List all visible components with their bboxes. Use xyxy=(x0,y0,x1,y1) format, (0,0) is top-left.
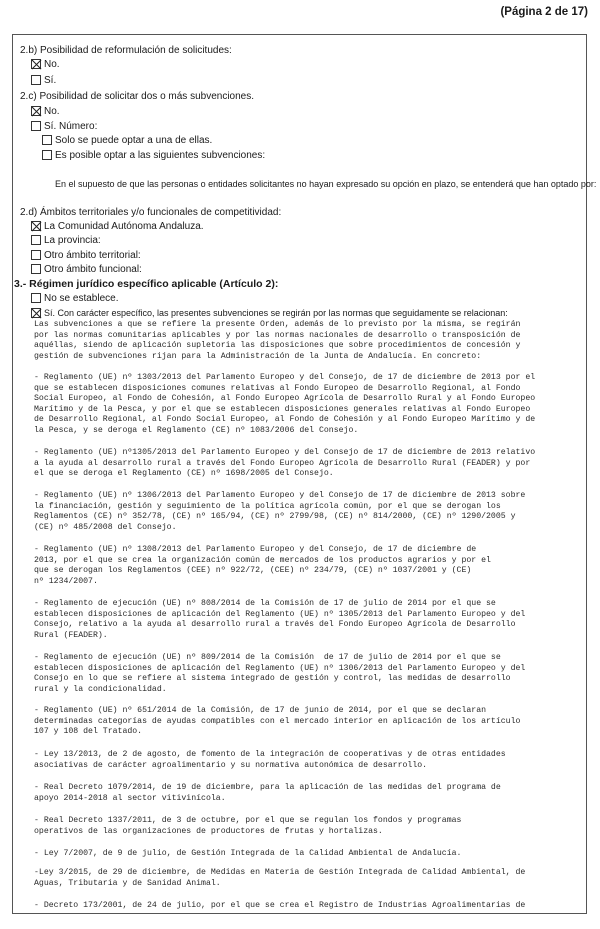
option-2d-funcional[interactable] xyxy=(31,264,142,276)
suboption-2c-una[interactable] xyxy=(42,135,212,147)
legal-text-item: - Ley 13/2013, de 2 de agosto, de fomento de la integración de cooperativas y de otras entidades asociativas de carácter agroalimentario y su normativa autonómica de desarrollo. xyxy=(34,750,506,770)
checkbox-icon[interactable] xyxy=(31,293,41,303)
legal-text-item: - Ley 7/2007, de 9 de julio, de Gestión Integrada de la Calidad Ambiental de Andalucía. xyxy=(34,849,462,858)
checkbox-icon[interactable] xyxy=(31,264,41,274)
option-2c-si[interactable] xyxy=(31,121,97,133)
legal-text-item: - Reglamento de ejecución (UE) nº 809/2014 de la Comisión de 17 de julio de 2014 por el que se establecen disposiciones de aplicación del Reglamento (UE) nº 1306/2013 del Parlamento Europeo y del Consejo en lo que se refiere al sistema integrado de gestión y control, las medidas de desarrollo rural y la condicionalidad. xyxy=(34,653,526,694)
option-label: Sí. Número: xyxy=(44,121,98,132)
checkbox-checked-icon[interactable] xyxy=(31,106,41,116)
checkbox-icon[interactable] xyxy=(31,121,41,131)
suboption-2c-varias[interactable] xyxy=(42,150,265,162)
checkbox-icon[interactable] xyxy=(31,75,41,85)
option-2d-territorial[interactable] xyxy=(31,250,141,262)
checkbox-checked-icon[interactable] xyxy=(31,221,41,231)
page-number: (Página 2 de 17) xyxy=(500,6,588,18)
option-label: La Comunidad Autónoma Andaluza. xyxy=(44,221,204,232)
section-2b-title: 2.b) Posibilidad de reformulación de solicitudes: xyxy=(20,45,232,56)
section-2d-title: 2.d) Ámbitos territoriales y/o funcionales de competitividad: xyxy=(20,207,282,218)
option-label: Sí. Con carácter específico, las presentes subvenciones se regirán por las normas que seguidamente se relacionan: xyxy=(44,308,508,318)
section-3-title: 3.- Régimen jurídico específico aplicable (Artículo 2): xyxy=(14,278,279,290)
legal-text-item: - Reglamento (UE) nº 651/2014 de la Comisión, de 17 de junio de 2014, por el que se declaran determinadas categorías de ayudas compatibles con el mercado interior en aplicación de los artículo 107 y 108 del Tratado. xyxy=(34,706,521,737)
checkbox-checked-icon[interactable] xyxy=(31,308,41,318)
legal-text-item: - Decreto 173/2001, de 24 de julio, por el que se crea el Registro de Industrias Agroalimentarias de xyxy=(34,901,526,910)
option-label: Es posible optar a las siguientes subvenciones: xyxy=(55,150,266,161)
option-2c-no[interactable] xyxy=(31,106,60,118)
option-label: La provincia: xyxy=(44,235,101,246)
option-label: No. xyxy=(44,59,60,70)
option-3-no[interactable] xyxy=(31,293,119,305)
legal-text-item: - Real Decreto 1079/2014, de 19 de diciembre, para la aplicación de las medidas del programa de apoyo 2014-2018 al sector vitivinícola. xyxy=(34,783,501,803)
legal-text-item: - Reglamento (UE) nº 1308/2013 del Parlamento Europeo y del Consejo, de 17 de diciembre de 2013, por el que se crea la organización común de mercados de los productos agrarios y por el que se derogan los Reglamentos (CEE) nº 922/72, (CEE) nº 234/79, (CE) nº 1037/2001 y (CE) nº 1234/2007. xyxy=(34,545,491,586)
option-2b-no[interactable] xyxy=(31,59,60,71)
legal-text-intro: Las subvenciones a que se refiere la presente Orden, además de lo previsto por la misma, se regirán por las normas comunitarias aplicables y por las normas nacionales de desarrollo o transposición de aquéllas, siendo de aplicación supletoria las disposiciones que sobre procedimientos de concesión y gestión de subvenciones rijan para la Administración de la Junta de Andalucía. En concreto: xyxy=(34,320,521,361)
option-label: Otro ámbito funcional: xyxy=(44,264,142,275)
legal-text-item: - Reglamento (UE) nº 1303/2013 del Parlamento Europeo y del Consejo, de 17 de diciembre de 2013 por el que se establecen disposiciones comunes relativas al Fondo Europeo de Desarrollo Regional, al Fondo Social Europeo, al Fondo de Cohesión, al Fondo Europeo Agrícola de Desarrollo Rural y al Fondo Europeo Marítimo y de la Pesca, y por el que se establecen disposiciones generales relativas al Fondo Europeo de Desarrollo Regional, al Fondo Social Europeo, al Fondo de Cohesión y al Fondo Europeo Marítimo y de la Pesca, y se deroga el Reglamento (CE) nº 1083/2006 del Consejo. xyxy=(34,373,536,435)
section-2c-title: 2.c) Posibilidad de solicitar dos o más subvenciones. xyxy=(20,91,255,102)
checkbox-icon[interactable] xyxy=(42,135,52,145)
option-3-si[interactable] xyxy=(31,307,508,319)
option-label: Solo se puede optar a una de ellas. xyxy=(55,135,213,146)
option-label: Otro ámbito territorial: xyxy=(44,250,141,261)
checkbox-icon[interactable] xyxy=(42,150,52,160)
checkbox-icon[interactable] xyxy=(31,250,41,260)
legal-text-item: - Reglamento de ejecución (UE) nº 808/2014 de la Comisión de 17 de julio de 2014 por el que se establecen disposiciones de aplicación del Reglamento (UE) nº 1305/2013 del Parlamento Europeo y del Consejo, relativo a la ayuda al desarrollo rural a través del Fondo Europeo Agrícola de Desarrollo Rural (FEADER). xyxy=(34,599,526,640)
option-2d-provincia[interactable] xyxy=(31,235,101,247)
legal-text-item: - Reglamento (UE) nº1305/2013 del Parlamento Europeo y del Consejo de 17 de diciembre de 2013 relativo a la ayuda al desarrollo rural a través del Fondo Europeo Agrícola de Desarrollo Rural (FEADER) y por el que se deroga el Reglamento (CE) nº 1698/2005 del Consejo. xyxy=(34,448,536,479)
option-label: Sí. xyxy=(44,75,57,86)
legal-text-item: -Ley 3/2015, de 29 de diciembre, de Medidas en Materia de Gestión Integrada de Calidad Ambiental, de Aguas, Tributaria y de Sanidad Animal. xyxy=(34,868,526,888)
checkbox-icon[interactable] xyxy=(31,235,41,245)
legal-text-item: - Reglamento (UE) nº 1306/2013 del Parlamento Europeo y del Consejo de 17 de diciembre de 2013 sobre la financiación, gestión y seguimiento de la política agrícola común, por el que se derogan los Reglamentos (CE) nº 352/78, (CE) nº 165/94, (CE) nº 2799/98, (CE) nº 814/2000, (CE) nº 1290/2005 y (CE) nº 485/2008 del Consejo. xyxy=(34,491,526,532)
option-2b-si[interactable] xyxy=(31,75,56,87)
checkbox-checked-icon[interactable] xyxy=(31,59,41,69)
option-2d-ca[interactable] xyxy=(31,221,204,233)
legal-text-item: - Real Decreto 1337/2011, de 3 de octubre, por el que se regulan los fondos y programas operativos de las organizaciones de productores de frutas y hortalizas. xyxy=(34,816,462,836)
option-label: No. xyxy=(44,106,60,117)
section-2c-note: En el supuesto de que las personas o entidades solicitantes no hayan expresado su opción en plazo, se entenderá que han optado por: xyxy=(55,179,597,189)
option-label: No se establece. xyxy=(44,293,119,304)
